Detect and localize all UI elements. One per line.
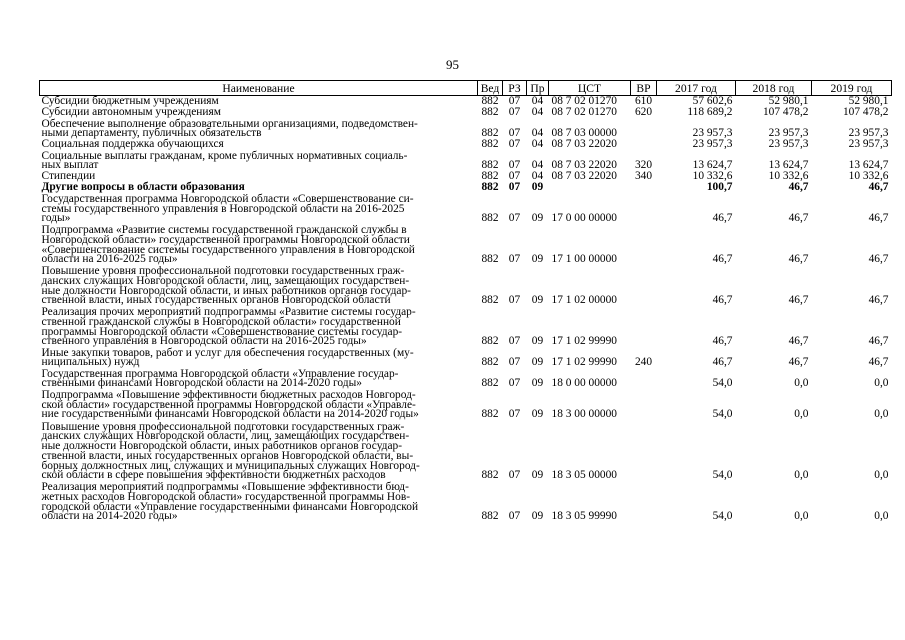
- row-name-cell: [40, 96, 478, 108]
- row-name-line: Государственная программа Новгородской области «Совершенствование си-: [41, 192, 414, 205]
- row-name-line: Подпрограмма «Развитие системы государственной гражданской службы в: [41, 224, 407, 237]
- amount-2017-cell: 54,0: [712, 469, 733, 482]
- vr-cell: 240: [634, 356, 653, 369]
- pr-cell: 04: [531, 170, 544, 183]
- amount-2017-cell: 13 624,7: [692, 159, 733, 172]
- row-name-line: борных должностных лиц, служащих и муниципальных служащих Новгород-: [41, 459, 420, 472]
- table-row: [40, 193, 892, 224]
- cst-cell: 08 7 02 01270: [551, 106, 617, 119]
- row-name-line: ные должности Новгородской области, и иных работников органов государ-: [41, 284, 411, 297]
- row-name-line: ных выплат: [41, 159, 99, 172]
- amount-2017-cell: 57 602,6: [692, 95, 733, 108]
- row-name-cell: [40, 389, 478, 420]
- row-name-cell: [40, 224, 478, 265]
- row-name-line: жетных расходов Новгородской области» государственной программы Нов-: [41, 490, 411, 503]
- header-ved: Вед: [478, 81, 503, 96]
- ved-cell: 882: [481, 356, 499, 369]
- rz-cell: 07: [508, 356, 521, 369]
- amount-2017-cell: 54,0: [712, 408, 733, 421]
- amount-2019-cell: 0,0: [874, 377, 889, 390]
- row-name-line: Субсидии автономным учреждениям: [41, 106, 221, 119]
- vr-cell: [631, 182, 657, 193]
- rz-cell: 07: [508, 408, 521, 421]
- rz-cell: 07: [508, 510, 521, 523]
- amount-2017-cell: 54,0: [712, 377, 733, 390]
- table-row: [40, 107, 892, 118]
- pr-cell: 09: [531, 408, 544, 421]
- ved-cell: 882: [481, 469, 499, 482]
- pr-cell: 09: [531, 181, 544, 194]
- amount-2019-cell: 0,0: [874, 408, 889, 421]
- amount-2019-cell: 10 332,6: [848, 170, 889, 183]
- ved-cell: 882: [481, 159, 499, 172]
- amount-2018-cell: 46,7: [788, 253, 809, 266]
- row-name-line: Повышение уровня профессиональной подготовки государственных граж-: [41, 420, 405, 433]
- header-cst: ЦСТ: [549, 81, 631, 96]
- row-name-line: области на 2014-2020 годы»: [41, 510, 178, 523]
- row-name-line: данских служащих Новгородской области, лиц, замещающих государствен-: [41, 430, 410, 443]
- row-name-line: Стипендии: [41, 170, 96, 183]
- amount-2017-cell: 46,7: [712, 356, 733, 369]
- vr-cell: 340: [634, 170, 653, 183]
- amount-2017-cell: 54,0: [712, 510, 733, 523]
- amount-2018-cell: 0,0: [794, 510, 809, 523]
- pr-cell: 09: [531, 335, 544, 348]
- vr-cell: [631, 193, 657, 224]
- cst-cell: 17 1 02 00000: [551, 294, 617, 307]
- row-name-line: годы»: [41, 212, 71, 225]
- cst-cell: 17 1 02 99990: [551, 356, 617, 369]
- cst-cell: 17 1 02 99990: [551, 335, 617, 348]
- pr-cell: 04: [531, 95, 544, 108]
- amount-2017-cell: 46,7: [712, 335, 733, 348]
- header-name: Наименование: [40, 81, 478, 96]
- header-2018: 2018 год: [736, 81, 812, 96]
- amount-2018-cell: 23 957,3: [768, 127, 809, 140]
- ved-cell: 882: [481, 95, 499, 108]
- rz-cell: 07: [508, 335, 521, 348]
- vr-cell: [631, 306, 657, 347]
- vr-cell: 610: [634, 95, 653, 108]
- row-name-cell: [40, 347, 478, 368]
- cst-cell: [549, 182, 631, 193]
- header-2017: 2017 год: [657, 81, 736, 96]
- ved-cell: 882: [481, 212, 499, 225]
- ved-cell: 882: [481, 253, 499, 266]
- ved-cell: 882: [481, 408, 499, 421]
- rz-cell: 07: [508, 253, 521, 266]
- row-name-line: Субсидии бюджетным учреждениям: [41, 95, 219, 108]
- header-vr: ВР: [631, 81, 657, 96]
- table-row: [40, 182, 892, 193]
- vr-cell: 620: [634, 106, 653, 119]
- amount-2017-cell: 23 957,3: [692, 138, 733, 151]
- row-name-cell: [40, 265, 478, 306]
- row-name-line: Обеспечение выполнение образовательными организациями, подведомствен-: [41, 117, 418, 130]
- amount-2018-cell: 46,7: [788, 294, 809, 307]
- cst-cell: 18 0 00 00000: [551, 377, 617, 390]
- row-name-line: Реализация мероприятий подпрограммы «Повышение эффективности бюд-: [41, 481, 409, 494]
- amount-2019-cell: 46,7: [868, 294, 889, 307]
- row-name-cell: [40, 368, 478, 389]
- amount-2019-cell: 52 980,1: [848, 95, 889, 108]
- row-name-line: ской области в сфере повышения эффективности бюджетных расходов: [41, 469, 386, 482]
- vr-cell: [631, 139, 657, 150]
- rz-cell: 07: [508, 294, 521, 307]
- vr-cell: [631, 224, 657, 265]
- ved-cell: 882: [481, 377, 499, 390]
- cst-cell: 08 7 03 22020: [551, 170, 617, 183]
- ved-cell: 882: [481, 170, 499, 183]
- row-name-line: ской области» государственной программы Новгородской области «Управле-: [41, 398, 416, 411]
- pr-cell: 09: [531, 253, 544, 266]
- row-name-cell: [40, 306, 478, 347]
- page-number: 95: [446, 57, 459, 72]
- rz-cell: 07: [508, 181, 521, 194]
- header-2019: 2019 год: [812, 81, 892, 96]
- row-name-line: Иные закупки товаров, работ и услуг для обеспечения государственных (му-: [41, 346, 414, 359]
- row-name-cell: [40, 118, 478, 139]
- table-row: [40, 481, 892, 522]
- rz-cell: 07: [508, 106, 521, 119]
- amount-2019-cell: 0,0: [874, 469, 889, 482]
- ved-cell: 882: [481, 127, 499, 140]
- row-name-line: ниципальных) нужд: [41, 356, 140, 369]
- row-name-line: программы Новгородской области «Совершенствование системы государ-: [41, 325, 403, 338]
- vr-cell: [631, 265, 657, 306]
- cst-cell: 17 0 00 00000: [551, 212, 617, 225]
- row-name-line: Государственная программа Новгородской области «Управление государ-: [41, 367, 399, 380]
- vr-cell: [631, 118, 657, 139]
- row-name-line: Социальная поддержка обучающихся: [41, 138, 224, 151]
- row-name-line: ные должности Новгородской области, иных работников органов государ-: [41, 440, 403, 453]
- table-row: [40, 265, 892, 306]
- ved-cell: 882: [481, 510, 499, 523]
- pr-cell: 04: [531, 127, 544, 140]
- rz-cell: 07: [508, 138, 521, 151]
- header-pr: Пр: [527, 81, 549, 96]
- amount-2017-cell: 46,7: [712, 212, 733, 225]
- ved-cell: 882: [481, 294, 499, 307]
- budget-table: [39, 80, 892, 522]
- amount-2018-cell: 10 332,6: [768, 170, 809, 183]
- vr-cell: [631, 420, 657, 481]
- amount-2019-cell: 46,7: [868, 181, 889, 194]
- amount-2018-cell: 0,0: [794, 469, 809, 482]
- amount-2018-cell: 52 980,1: [768, 95, 809, 108]
- row-name-cell: [40, 150, 478, 171]
- row-name-cell: [40, 182, 478, 193]
- row-name-cell: [40, 193, 478, 224]
- amount-2017-cell: 46,7: [712, 253, 733, 266]
- amount-2019-cell: 46,7: [868, 335, 889, 348]
- table-body: [40, 96, 892, 523]
- ved-cell: 882: [481, 181, 499, 194]
- amount-2018-cell: 13 624,7: [768, 159, 809, 172]
- row-name-line: ственной власти, иных государственных органов Новгородской области, вы-: [41, 449, 414, 462]
- amount-2018-cell: 46,7: [788, 212, 809, 225]
- row-name-line: Другие вопросы в области образования: [41, 181, 245, 194]
- table-row: [40, 224, 892, 265]
- row-name-line: данских служащих Новгородской области, лиц, замещающих государствен-: [41, 274, 410, 287]
- vr-cell: [631, 368, 657, 389]
- amount-2019-cell: 23 957,3: [848, 127, 889, 140]
- amount-2019-cell: 107 478,2: [842, 106, 889, 119]
- amount-2017-cell: 100,7: [706, 181, 733, 194]
- row-name-line: ственной гражданской службы в Новгородской области» государственной: [41, 315, 401, 328]
- row-name-line: ние государственными финансами Новгородской области на 2014-2020 годы»: [41, 408, 419, 421]
- header-rz: РЗ: [503, 81, 527, 96]
- row-name-line: ственной власти, иных государственных органов Новгородской области: [41, 294, 391, 307]
- cst-cell: 18 3 05 99990: [551, 510, 617, 523]
- row-name-line: городской области «Управление государственными финансами Новгородской: [41, 500, 419, 513]
- pr-cell: 04: [531, 138, 544, 151]
- table-row: [40, 139, 892, 150]
- pr-cell: 09: [531, 294, 544, 307]
- amount-2019-cell: 0,0: [874, 510, 889, 523]
- pr-cell: 09: [531, 212, 544, 225]
- rz-cell: 07: [508, 212, 521, 225]
- rz-cell: 07: [508, 127, 521, 140]
- rz-cell: 07: [508, 170, 521, 183]
- table-row: [40, 96, 892, 108]
- pr-cell: 09: [531, 356, 544, 369]
- table-row: [40, 420, 892, 481]
- row-name-line: стемы государственного управления в Новгородской области на 2016-2025: [41, 202, 405, 215]
- amount-2019-cell: 46,7: [868, 212, 889, 225]
- ved-cell: 882: [481, 106, 499, 119]
- rz-cell: 07: [508, 95, 521, 108]
- amount-2018-cell: 46,7: [788, 181, 809, 194]
- row-name-cell: [40, 139, 478, 150]
- amount-2018-cell: 107 478,2: [762, 106, 809, 119]
- amount-2019-cell: 46,7: [868, 253, 889, 266]
- amount-2017-cell: 46,7: [712, 294, 733, 307]
- rz-cell: 07: [508, 469, 521, 482]
- rz-cell: 07: [508, 377, 521, 390]
- cst-cell: 08 7 03 00000: [551, 127, 617, 140]
- cst-cell: 18 3 00 00000: [551, 408, 617, 421]
- amount-2018-cell: 46,7: [788, 356, 809, 369]
- table-row: [40, 368, 892, 389]
- vr-cell: 320: [634, 159, 653, 172]
- row-name-line: Новгородской области» государственной программы Новгородской области: [41, 233, 410, 246]
- cst-cell: 08 7 03 22020: [551, 159, 617, 172]
- amount-2017-cell: 23 957,3: [692, 127, 733, 140]
- cst-cell: 17 1 00 00000: [551, 253, 617, 266]
- row-name-line: ственными финансами Новгородской области на 2014-2020 годы»: [41, 377, 362, 390]
- amount-2017-cell: 10 332,6: [692, 170, 733, 183]
- amount-2018-cell: 0,0: [794, 408, 809, 421]
- pr-cell: 09: [531, 377, 544, 390]
- rz-cell: 07: [508, 159, 521, 172]
- pr-cell: 09: [531, 510, 544, 523]
- amount-2019-cell: 23 957,3: [848, 138, 889, 151]
- amount-2018-cell: 0,0: [794, 377, 809, 390]
- amount-2019-cell: 13 624,7: [848, 159, 889, 172]
- row-name-line: Повышение уровня профессиональной подготовки государственных граж-: [41, 265, 405, 278]
- vr-cell: [631, 389, 657, 420]
- vr-cell: [631, 481, 657, 522]
- row-name-line: ственного управления в Новгородской области на 2016-2025 годы»: [41, 335, 367, 348]
- table-row: [40, 306, 892, 347]
- cst-cell: 18 3 05 00000: [551, 469, 617, 482]
- row-name-line: Социальные выплаты гражданам, кроме публичных нормативных социаль-: [41, 149, 408, 162]
- cst-cell: 08 7 03 22020: [551, 138, 617, 151]
- pr-cell: 04: [531, 159, 544, 172]
- amount-2017-cell: 118 689,2: [687, 106, 733, 119]
- ved-cell: 882: [481, 138, 499, 151]
- row-name-cell: [40, 481, 478, 522]
- ved-cell: 882: [481, 335, 499, 348]
- amount-2018-cell: 23 957,3: [768, 138, 809, 151]
- row-name-line: Подпрограмма «Повышение эффективности бюджетных расходов Новгород-: [41, 388, 416, 401]
- table-row: [40, 118, 892, 139]
- row-name-line: области на 2016-2025 годы»: [41, 253, 178, 266]
- amount-2019-cell: 46,7: [868, 356, 889, 369]
- table-row: [40, 389, 892, 420]
- table-row: [40, 347, 892, 368]
- row-name-cell: [40, 107, 478, 118]
- table-header: [40, 81, 892, 96]
- cst-cell: 08 7 02 01270: [551, 95, 617, 108]
- pr-cell: 09: [531, 469, 544, 482]
- row-name-cell: [40, 420, 478, 481]
- amount-2018-cell: 46,7: [788, 335, 809, 348]
- row-name-line: Реализация прочих мероприятий подпрограммы «Развитие системы государ-: [41, 306, 416, 319]
- pr-cell: 04: [531, 106, 544, 119]
- row-name-line: ными департаменту, публичных обязательств: [41, 127, 262, 140]
- row-name-line: «Совершенствование системы государственного управления в Новгородской: [41, 243, 415, 256]
- table-row: [40, 150, 892, 171]
